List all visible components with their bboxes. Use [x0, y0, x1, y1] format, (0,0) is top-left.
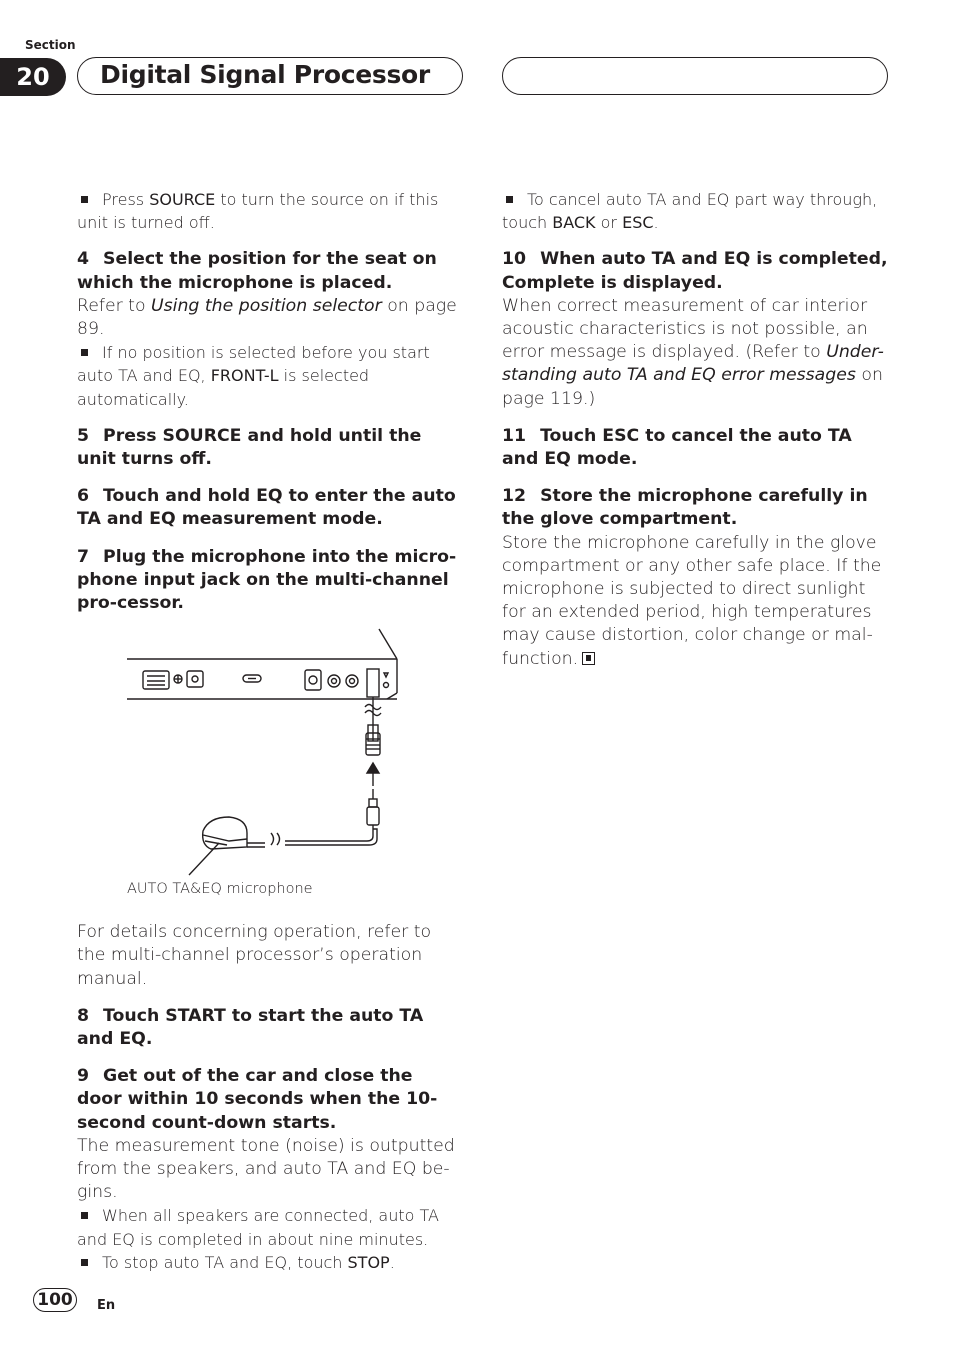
step-7: 7 Plug the microphone into the micro-phone input jack on the multi-channel pro-cessor.	[77, 546, 457, 614]
step-9: 9 Get out of the car and close the door within 10 seconds when the 10-second count-down starts.	[77, 1066, 438, 1133]
page-number: 100	[33, 1288, 77, 1312]
step-5: 5 Press SOURCE and hold until the unit turns off.	[77, 425, 422, 470]
section-label: Section	[25, 38, 76, 52]
step-4-note: If no position is selected before you start auto TA and EQ, FRONT-L is selected automatically.	[77, 343, 430, 409]
details-text: For details concerning operation, refer to the multi-channel processor’s operation manual.	[77, 922, 432, 989]
title-box	[77, 57, 463, 95]
step-12: 12 Store the microphone carefully in the glove compartment.	[502, 486, 868, 530]
bullet-square-icon	[81, 1259, 88, 1266]
step-4-body: Refer to Using the position selector on page 89.	[77, 295, 457, 340]
end-mark-icon	[582, 652, 595, 665]
bullet-square-icon	[81, 349, 88, 356]
step-9-body: The measurement tone (noise) is outputted from the speakers, and auto TA and EQ be-gins.	[77, 1135, 455, 1203]
step-10: 10 When auto TA and EQ is completed, Complete is displayed.	[502, 249, 888, 293]
step-4: 4 Select the position for the seat on which the microphone is placed.	[77, 249, 437, 293]
header-right-box	[502, 57, 888, 95]
step-9-note-2: To stop auto TA and EQ, touch STOP.	[77, 1251, 461, 1274]
figure-caption: AUTO TA&EQ microphone	[127, 881, 313, 898]
note-cancel: To cancel auto TA and EQ part way through, touch BACK or ESC.	[502, 190, 878, 233]
step-10-body: When correct measurement of car interior acoustic characteristics is not possible, an error message is displayed. (Refer to Under-standing auto TA and EQ error messages on page 119.)	[502, 295, 884, 409]
step-12-body: Store the microphone carefully in the glove compartment or any other safe place. If the microphone is subjected to direct sunlight for an extended period, high temperatures may cause distortion, color change or mal-function.	[502, 532, 882, 669]
page-title: Digital Signal Processor	[100, 60, 430, 89]
bullet-square-icon	[81, 1212, 88, 1219]
processor-and-microphone-illustration	[77, 621, 461, 921]
step-11: 11 Touch ESC to cancel the auto TA and EQ mode.	[502, 425, 852, 470]
microphone-connection-figure	[77, 621, 461, 921]
section-number-badge: 20	[0, 58, 66, 96]
left-column	[77, 188, 461, 1274]
note-source: Press SOURCE to turn the source on if this unit is turned off.	[77, 190, 439, 233]
bullet-square-icon	[506, 196, 513, 203]
bullet-square-icon	[81, 196, 88, 203]
right-column	[502, 188, 888, 671]
step-6: 6 Touch and hold EQ to enter the auto TA and EQ measurement mode.	[77, 486, 456, 530]
step-8: 8 Touch START to start the auto TA and EQ.	[77, 1005, 424, 1050]
step-9-note-1: When all speakers are connected, auto TA and EQ is completed in about nine minutes.	[77, 1206, 439, 1249]
language-label: En	[97, 1298, 116, 1313]
